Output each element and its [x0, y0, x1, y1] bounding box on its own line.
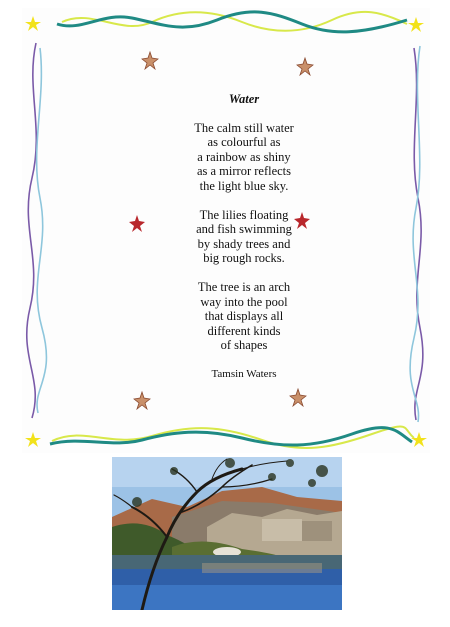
stanza-3 [164, 280, 324, 353]
leaf-icon [297, 58, 313, 75]
poem-line: as a mirror reflects [196, 164, 292, 179]
leaf-icon [142, 52, 158, 69]
poem-author: Tamsin Waters [211, 367, 277, 380]
poem-line: big rough rocks. [203, 251, 285, 266]
left-wave-blue [37, 48, 47, 413]
poem-line: way into the pool [200, 294, 288, 309]
poem-card [22, 8, 430, 453]
star-icon [411, 432, 427, 447]
poem-line: different kinds [207, 323, 281, 338]
poem-line: The lilies floating [199, 207, 289, 222]
star-icon [408, 17, 424, 32]
poem-line: by shady trees and [197, 236, 291, 251]
poem-line: The tree is an arch [197, 279, 291, 294]
poem-line: a rainbow as shiny [197, 149, 291, 164]
poem-title: Water [228, 92, 260, 106]
poem-line: The calm still water [194, 120, 294, 135]
poem-line: the light blue sky. [199, 178, 289, 193]
stanza-1 [164, 121, 324, 194]
poem-line: that displays all [204, 309, 284, 324]
star-icon [25, 16, 41, 31]
leaf-icon [129, 215, 145, 232]
right-wave-blue [410, 46, 420, 422]
stanza-2 [164, 208, 324, 266]
bottom-wave-teal [50, 428, 412, 445]
poem [164, 92, 324, 382]
poem-line: and fish swimming [196, 222, 292, 237]
leaf-icon [290, 389, 306, 406]
left-wave-purple [27, 43, 37, 418]
poem-line: of shapes [220, 338, 268, 353]
leaf-icon [134, 392, 150, 409]
star-icon [25, 432, 41, 447]
pool-photo [112, 457, 342, 610]
poem-line: as colourful as [207, 135, 281, 150]
